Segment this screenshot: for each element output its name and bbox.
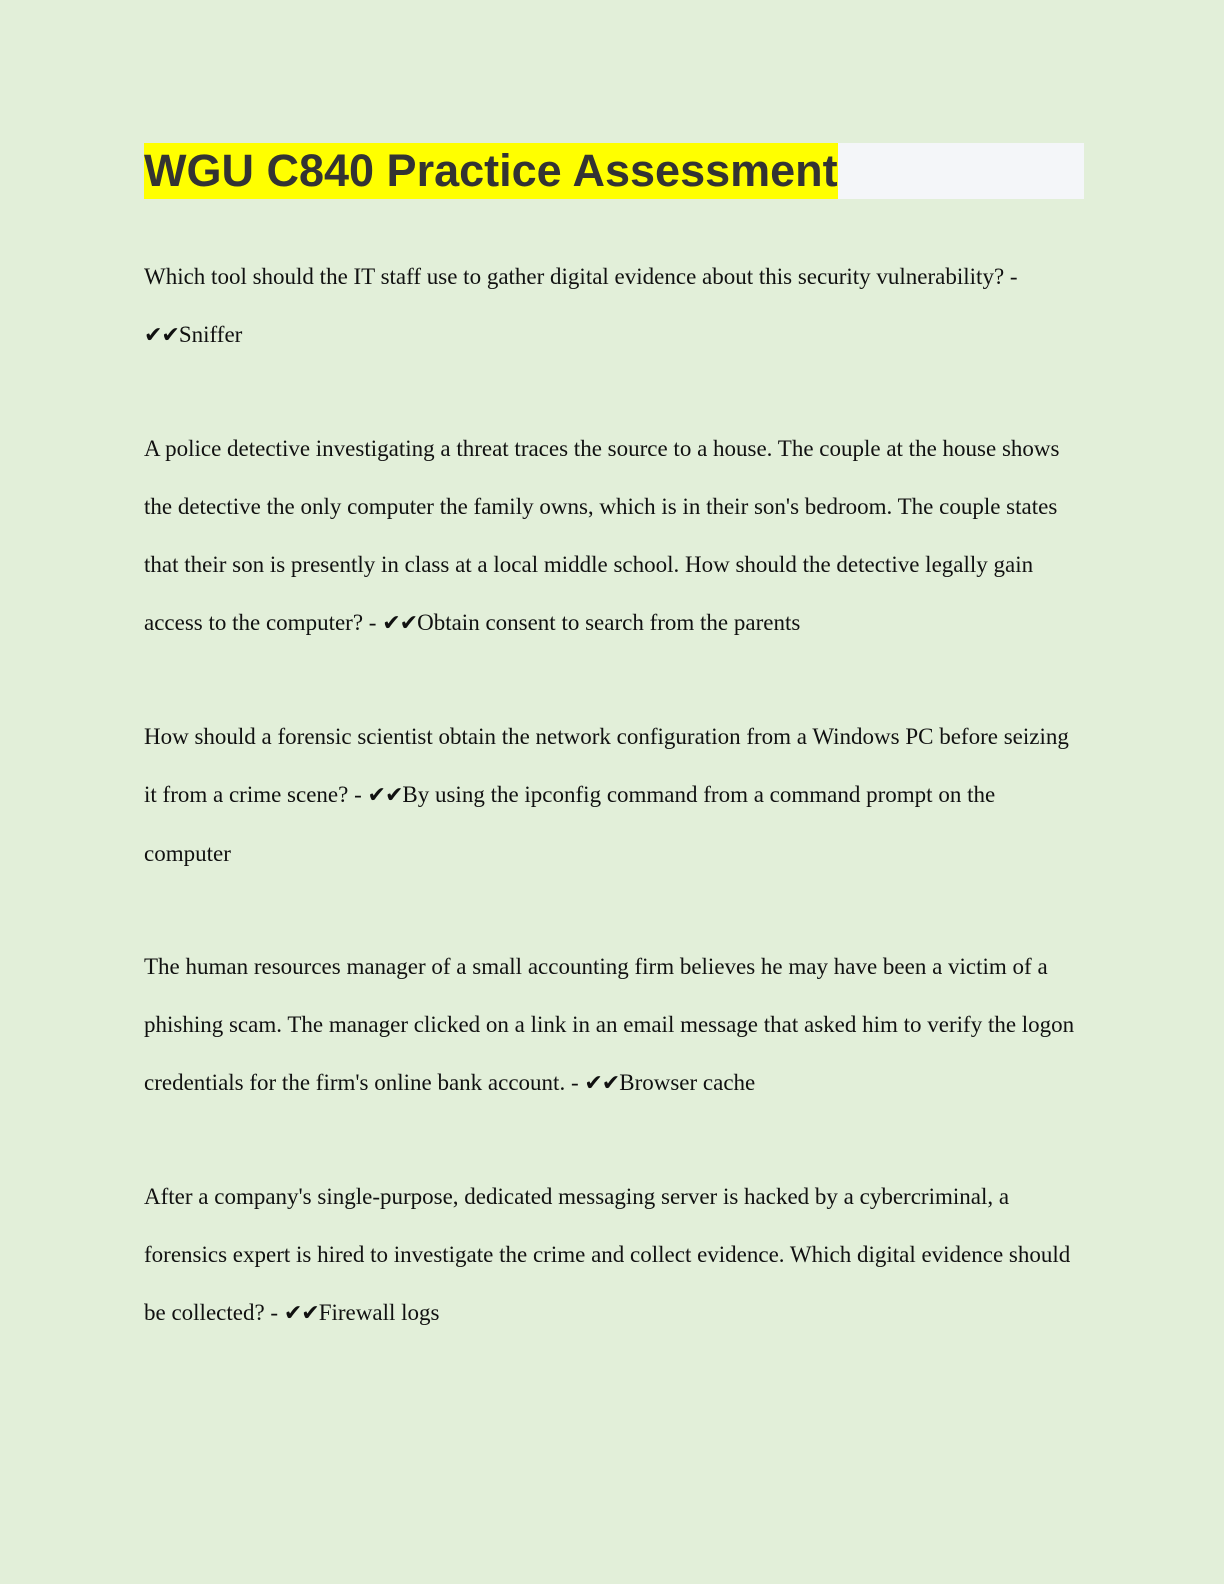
question-text: A police detective investigating a threat traces the source to a house. The couple at the house shows the detective the only computer the family owns, which is in their son's bedroom. The couple states that their son is presently in class at a local middle school. How should the detective legally gain access to the computer? [144,436,1060,635]
answer-text: Sniffer [178,322,243,347]
qa-item [144,1168,1084,1343]
separator: - [264,1300,284,1325]
qa-item [144,248,1084,365]
document-page [144,143,1084,1398]
question-text: The human resources manager of a small accounting firm believes he may have been a victim of a phishing scam. The manager clicked on a link in an email message that asked him to verify the logon credentials for the firm's online bank account. [144,954,1075,1095]
qa-item [144,708,1084,883]
separator: - [348,782,368,807]
separator: - [1004,264,1018,289]
answer-text: By using the ipconfig command from a command prompt on the computer [144,782,996,866]
check-icon: ✔✔ [283,1301,319,1326]
answer-text: Obtain consent to search from the parents [417,610,801,635]
answer-text: Firewall logs [318,1300,440,1325]
question-text: After a company's single-purpose, dedicated messaging server is hacked by a cybercriminal, a forensics expert is hired to investigate the crime and collect evidence. Which digital evidence should be collected? [144,1184,1071,1325]
question-text: Which tool should the IT staff use to gather digital evidence about this security vulnerability? [144,264,1005,289]
qa-item [144,938,1084,1113]
title-bar [144,143,1084,199]
answer-text: Browser cache [619,1070,756,1095]
check-icon: ✔✔ [584,1071,620,1096]
check-icon: ✔✔ [382,611,418,636]
question-text: How should a forensic scientist obtain the network configuration from a Windows PC before seizing it from a crime scene? [144,724,1069,807]
check-icon: ✔✔ [367,783,403,808]
separator: - [565,1070,585,1095]
qa-item [144,420,1084,653]
check-icon: ✔✔ [144,323,179,348]
document-title: WGU C840 Practice Assessment [144,143,838,199]
separator: - [363,610,383,635]
qa-list [144,248,1084,1343]
